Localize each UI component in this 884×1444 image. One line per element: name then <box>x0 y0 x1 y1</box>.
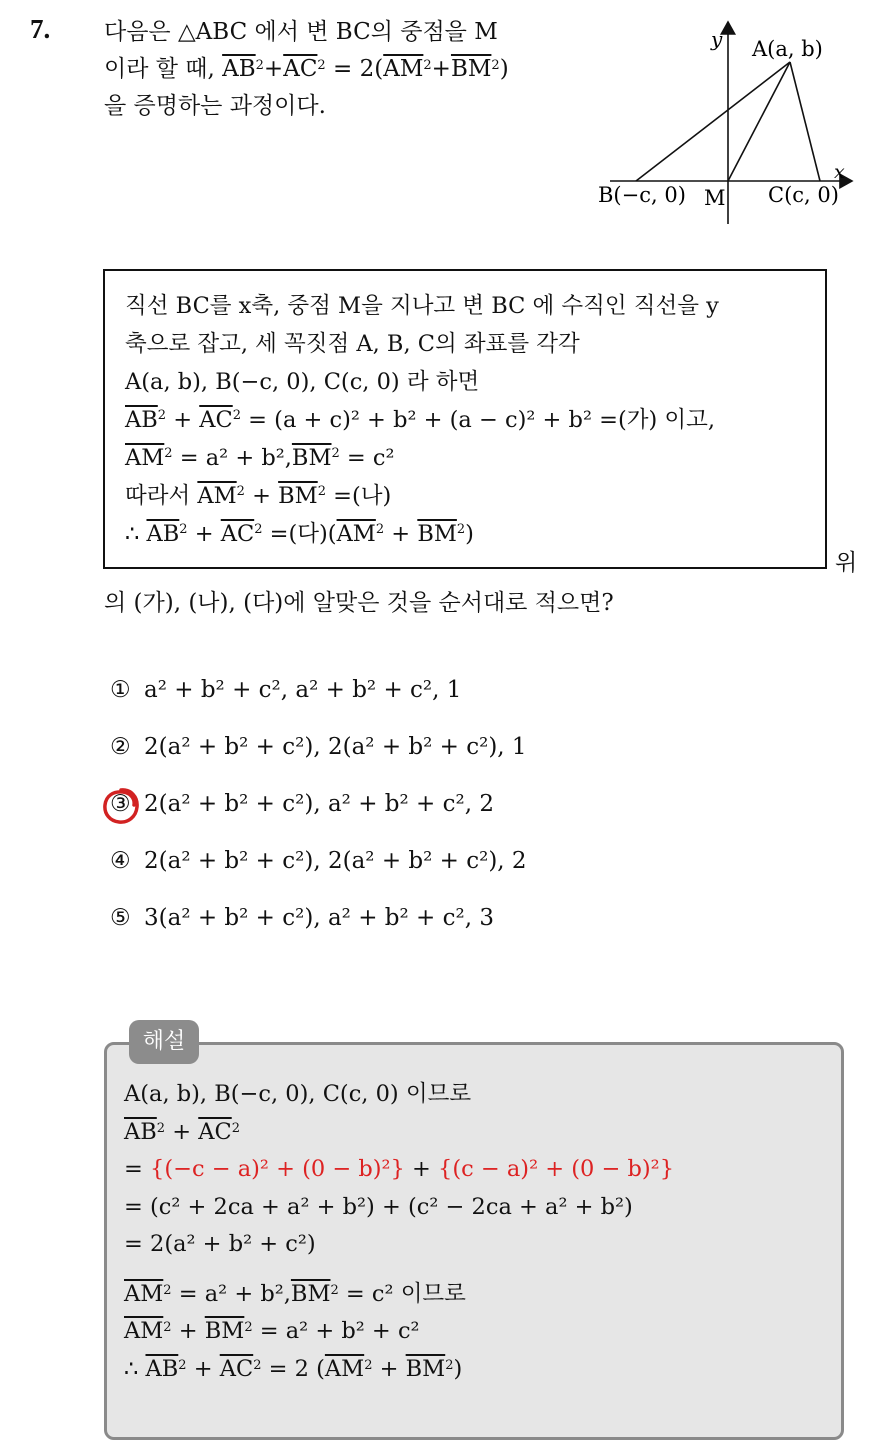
solution-line-7: $\overline{AM}^2 + \overline{BM}^2 = a^2 + b^2 + c^2$ <box>124 1318 420 1344</box>
x-axis-label: x <box>834 161 845 183</box>
solution-line-6: $\overline{AM}^2 = a^2 + b^2,\overline{BM}^2 = c^2$ 이므로 <box>124 1280 466 1307</box>
answer-circle-mark <box>101 787 141 825</box>
choice-5[interactable]: ⑤ 3(a² + b² + c²), a² + b² + c², 3 <box>110 905 494 931</box>
proof-line-6: 따라서 $\overline{AM}^2 + \overline{BM}^2$ =(나) <box>125 483 392 509</box>
choice-2[interactable]: ② 2(a² + b² + c²), 2(a² + b² + c²), 1 <box>110 734 527 760</box>
proof-line-3: A(a, b), B(−c, 0), C(c, 0) 라 하면 <box>125 369 480 395</box>
side-ac <box>790 62 820 181</box>
solution-tag: 해설 <box>129 1020 199 1064</box>
solution-line-8: ∴ $\overline{AB}^2 + \overline{AC}^2 = 2$ $(\overline{AM}^2 + \overline{BM}^2)$ <box>124 1355 463 1382</box>
choice-4[interactable]: ④ 2(a² + b² + c²), 2(a² + b² + c²), 2 <box>110 848 527 874</box>
triangle-figure <box>590 18 870 228</box>
proof-line-4: $\overline{AB}^2 + \overline{AC}^2 = (a + c)^2 + b^2 + (a - c)^2 + b^2$ =(가) 이고, <box>125 407 716 433</box>
y-axis-label: y <box>711 27 723 51</box>
proof-line-2: 축으로 잡고, 세 꼭짓점 A, B, C의 좌표를 각각 <box>125 331 580 357</box>
label-point-b: B(−c, 0) <box>598 183 686 207</box>
question-line-2: 이라 할 때, $\overline{AB}^2+\overline{AC}^2 = 2(\overline{AM}^2+\overline{BM}^2)$ <box>104 56 509 82</box>
solution-line-1: A(a, b), B(−c, 0), C(c, 0) 이므로 <box>124 1081 472 1107</box>
proof-box <box>103 269 827 569</box>
choice-1[interactable]: ① a² + b² + c², a² + b² + c², 1 <box>110 677 462 703</box>
question-tail: 의 (가), (나), (다)에 알맞은 것을 순서대로 적으면? <box>104 590 614 616</box>
question-line-3: 을 증명하는 과정이다. <box>104 93 326 119</box>
proof-line-5: $\overline{AM}^2 = a^2 + b^2,\overline{BM}^2 = c^2$ <box>125 445 395 471</box>
question-line-1: 다음은 △ABC 에서 변 BC의 중점을 M <box>104 19 498 45</box>
question-text <box>104 14 574 125</box>
proof-line-7: ∴ $\overline{AB}^2 + \overline{AC}^2$ =(다)$(\overline{AM}^2 + \overline{BM}^2)$ <box>125 521 474 547</box>
median-am <box>728 62 790 181</box>
solution-line-2: $\overline{AB}^2 + \overline{AC}^2$ <box>124 1118 240 1145</box>
side-ab <box>636 62 790 181</box>
solution-line-4: = (c² + 2ca + a² + b²) + (c² − 2ca + a² + b²) <box>124 1193 633 1220</box>
question-number: 7. <box>30 14 51 44</box>
label-point-c: C(c, 0) <box>768 183 839 207</box>
continuation-word: 위 <box>835 550 858 576</box>
solution-line-5: = 2(a² + b² + c²) <box>124 1231 316 1257</box>
choice-3[interactable]: ③ 2(a² + b² + c²), a² + b² + c², 2 <box>110 791 494 817</box>
proof-line-1: 직선 BC를 x축, 중점 M을 지나고 변 BC 에 수직인 직선을 y <box>125 293 719 319</box>
label-point-a: A(a, b) <box>752 37 823 61</box>
solution-body <box>124 1076 674 1388</box>
solution-line-3: = {(−c − a)² + (0 − b)²} + {(c − a)² + (0 − b)²} <box>124 1156 675 1182</box>
label-point-m: M <box>704 186 726 210</box>
